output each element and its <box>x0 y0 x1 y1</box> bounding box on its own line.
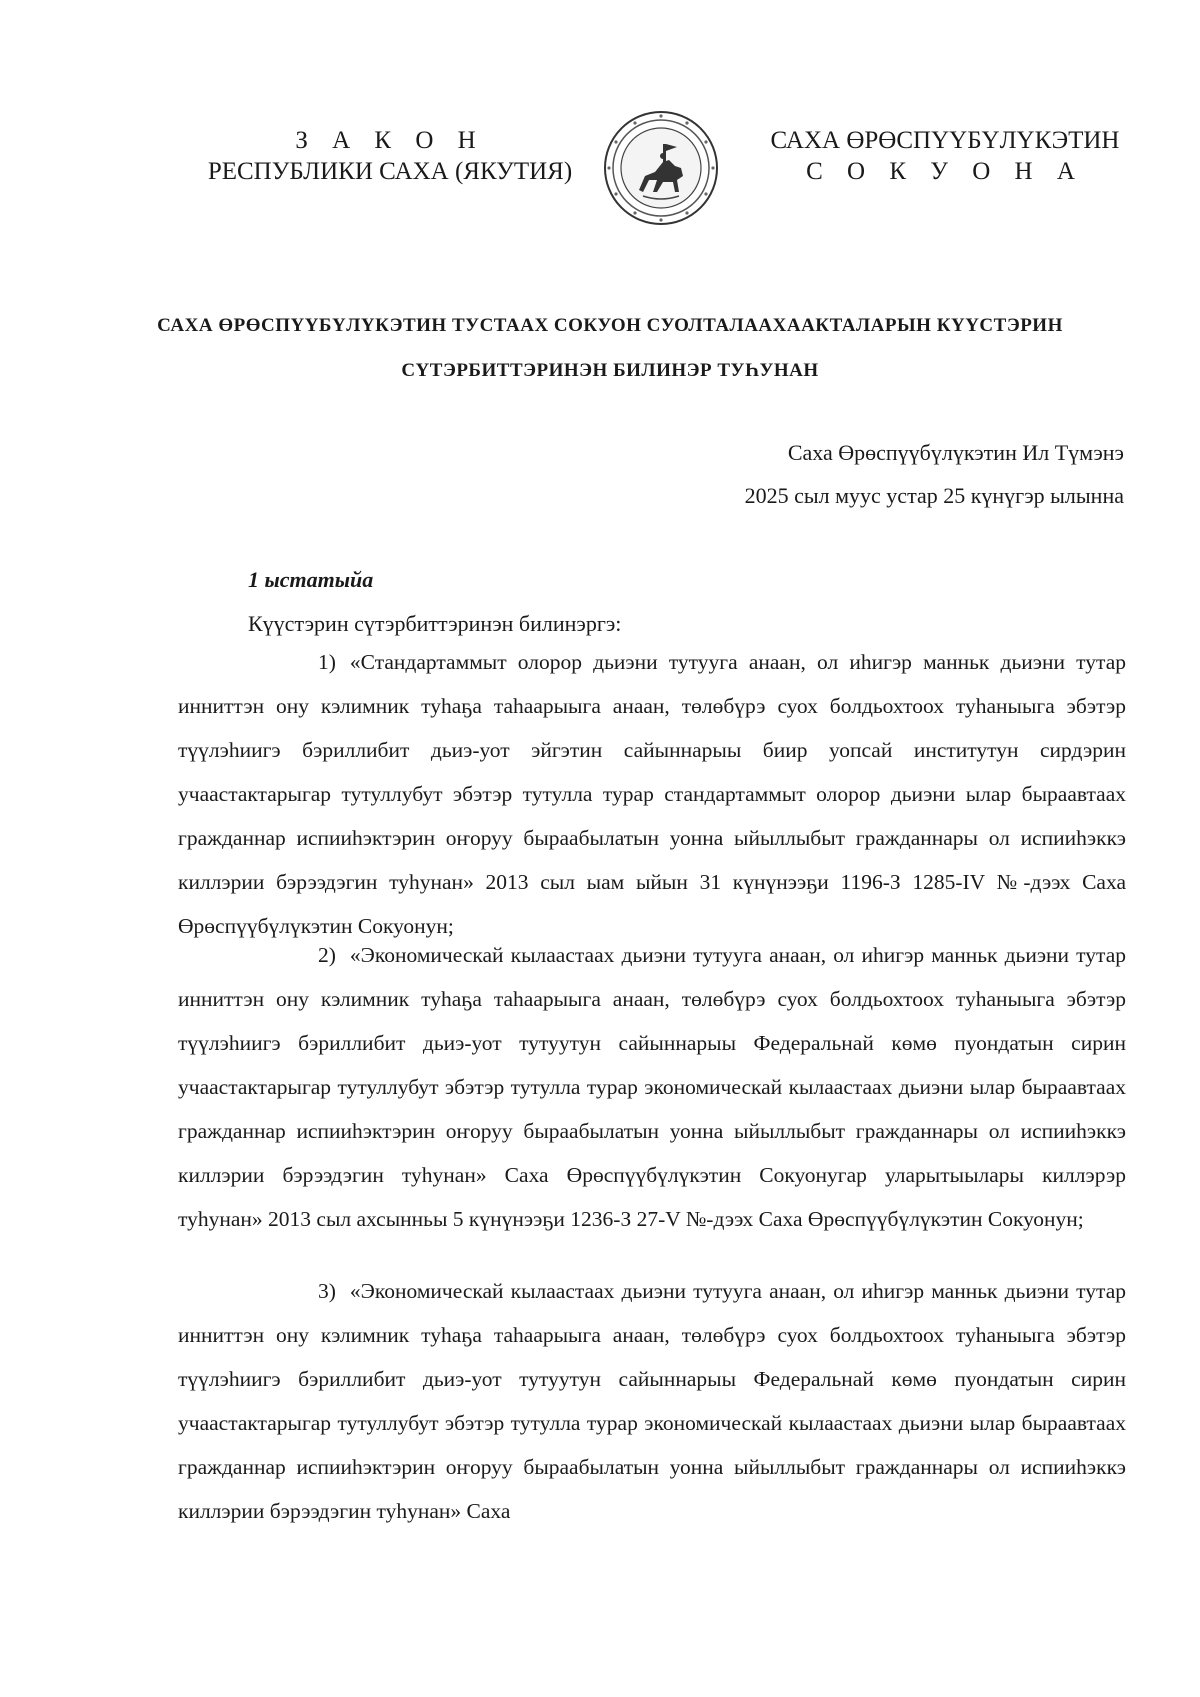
article-intro: Күүстэрин сүтэрбиттэринэн билинэргэ: <box>248 611 622 636</box>
list-item-number: 1) <box>318 650 336 674</box>
header-right <box>745 125 1145 187</box>
list-item-text: «Экономическай кылаастаах дьиэни тутууга анаан, ол иһигэр манньк дьиэни тутар инниттэн ону кэлимник туһаҕа таһаарыыга анаан, төлөбүрэ суох болдьохтоох туһаныыга эбэтэр түүлэһиигэ бэриллибит дьиэ-уот тутуутун сайыннарыы Федеральнай көмө пуондатын сирин учаастактарыгар тутуллубут эбэтэр тутулла турар экономическай кылаастаах дьиэни ылар быраавтаах гражданнар испииһэктэрин оҥоруу быраабылатын уонна ыйыллыбыт гражданнары ол испииһэккэ киллэрии бэрээдэгин туһунан» Саха Өрөспүүбүлүкэтин Сокуонугар уларытыылары киллэрэр туһунан» 2013 сыл ахсынньы 5 күнүнээҕи 1236-З 27-V №-дээх Саха Өрөспүүбүлүкэтин Сокуонун; <box>178 943 1126 1231</box>
document-title-line-1: САХА ӨРӨСПҮҮБҮЛҮКЭТИН ТУСТААХ СОКУОН СУОЛТАЛААХААКТАЛАРЫН КҮҮСТЭРИН <box>157 315 1063 336</box>
list-item <box>178 1269 1126 1533</box>
law-heading-ru: З А К О Н <box>295 127 485 154</box>
header-left <box>190 125 590 187</box>
adopting-body: Саха Өрөспүүбүлүкэтин Ил Түмэнэ <box>787 440 1124 465</box>
list-item-number: 3) <box>318 1279 336 1303</box>
document-title-line-2: СҮТЭРБИТТЭРИНЭН БИЛИНЭР ТУҺУНАН <box>401 360 819 381</box>
list-item-text: «Экономическай кылаастаах дьиэни тутууга анаан, ол иһигэр манньк дьиэни тутар инниттэн ону кэлимник туһаҕа таһаарыыга анаан, төлөбүрэ суох болдьохтоох туһаныыга эбэтэр түүлэһиигэ бэриллибит дьиэ-уот тутуутун сайыннарыы Федеральнай көмө пуондатын сирин учаастактарыгар тутуллубут эбэтэр тутулла турар экономическай кылаастаах дьиэни ылар быраавтаах гражданнар испииһэктэрин оҥоруу быраабылатын уонна ыйыллыбыт гражданнары ол испииһэккэ киллэрии бэрээдэгин туһунан» Саха <box>178 1279 1126 1523</box>
list-item-text: «Стандартаммыт олорор дьиэни тутууга анаан, ол иһигэр манньк дьиэни тутар инниттэн ону кэлимник туһаҕа таһаарыыга анаан, төлөбүрэ суох болдьохтоох туһаныыга эбэтэр түүлэһиигэ бэриллибит дьиэ-уот эйгэтин сайыннарыы биир уопсай институтун сирдэрин учаастактарыгар тутуллубут эбэтэр тутулла турар стандартаммыт олорор дьиэни ылар быраавтаах гражданнар испииһэктэрин оҥоруу быраабылатын уонна ыйыллыбыт гражданнары ол испииһэккэ киллэрии бэрээдэгин туһунан» 2013 сыл ыам ыйын 31 күнүнээҕи 1196-З 1285-IV №-дээх Саха Өрөспүүбүлүкэтин Сокуонун; <box>178 650 1126 938</box>
coat-of-arms-icon <box>603 110 719 226</box>
republic-name-sakha: САХА ӨРӨСПҮҮБҮЛҮКЭТИН <box>770 127 1120 154</box>
republic-name-ru: РЕСПУБЛИКИ САХА (ЯКУТИЯ) <box>207 158 573 185</box>
article-title: 1 ыстатыйа <box>248 567 374 592</box>
list-item-number: 2) <box>318 943 336 967</box>
list-item <box>178 933 1126 1241</box>
adoption-date: 2025 сыл муус устар 25 күнүгэр ылынна <box>744 483 1124 508</box>
law-heading-sakha: С О К У О Н А <box>806 158 1084 185</box>
list-item <box>178 640 1126 948</box>
